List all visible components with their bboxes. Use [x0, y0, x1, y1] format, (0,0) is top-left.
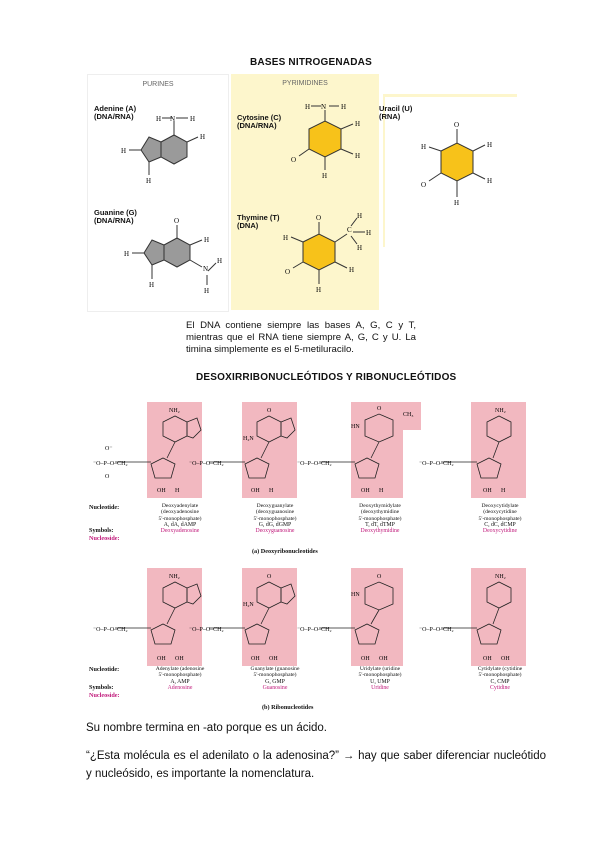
svg-text:⁻O–P–O–CH₂: ⁻O–P–O–CH₂	[189, 461, 224, 467]
svg-text:H: H	[379, 488, 384, 494]
ribo-structures	[85, 568, 545, 668]
svg-text:⁻O–P–O–CH₂: ⁻O–P–O–CH₂	[297, 627, 332, 633]
svg-text:H: H	[204, 287, 210, 295]
svg-text:OH: OH	[379, 656, 388, 662]
svg-text:H: H	[454, 199, 460, 207]
svg-text:OH: OH	[361, 656, 370, 662]
footer-line-1: Su nombre termina en -ato porque es un ácido.	[86, 722, 328, 734]
deoxy-nucleoside-1: Deoxyadenosine	[160, 528, 200, 535]
deoxy-nucleoside-row-label: Nucleoside:	[89, 535, 120, 542]
uracil-label: Uracil (U) (RNA)	[379, 104, 413, 122]
uracil-structure	[395, 119, 510, 229]
deoxy-nucleotide-row-label: Nucleotide:	[89, 504, 120, 511]
guanine-structure	[112, 215, 228, 305]
svg-text:NH₂: NH₂	[495, 408, 506, 414]
section-title-bases: BASES NITROGENADAS	[250, 57, 372, 68]
ribo-nucleoside-3: Uridine	[371, 684, 389, 691]
ribo-col-4	[460, 666, 540, 691]
svg-text:H₂N: H₂N	[243, 602, 254, 608]
svg-text:⁻O–P–O–CH₂: ⁻O–P–O–CH₂	[419, 461, 454, 467]
svg-text:O: O	[377, 406, 382, 412]
svg-text:H: H	[124, 250, 130, 258]
svg-text:H: H	[146, 177, 152, 185]
ribo-col-2	[235, 666, 315, 691]
svg-text:H: H	[341, 104, 347, 111]
bases-paragraph: El DNA contiene siempre las bases A, G, C y T, mientras que el RNA tiene siempre A, G, C y U. La timina simplemente es el 5-metiluracilo.	[186, 320, 416, 355]
adenine-label: Adenine (A) (DNA/RNA)	[94, 104, 137, 122]
svg-text:O: O	[105, 474, 110, 480]
svg-text:H: H	[357, 212, 363, 220]
svg-text:O: O	[421, 181, 427, 189]
ribo-symbols-1: A, AMP	[170, 678, 190, 685]
svg-text:H: H	[355, 152, 361, 160]
svg-text:H: H	[316, 286, 322, 294]
purines-panel	[87, 74, 229, 312]
svg-text:NH₂: NH₂	[169, 408, 180, 414]
svg-text:NH₂: NH₂	[169, 574, 180, 580]
thymine-label: Thymine (T) (DNA)	[237, 213, 280, 231]
svg-text:H: H	[501, 488, 506, 494]
ribo-row	[85, 568, 545, 668]
svg-text:H: H	[322, 172, 328, 180]
ribo-nucleoside-row-label: Nucleoside:	[89, 692, 120, 699]
adenine-structure	[116, 115, 226, 195]
svg-text:O: O	[377, 574, 382, 580]
deoxy-caption: (a) Deoxyribonucleotides	[252, 548, 318, 555]
svg-text:H: H	[175, 488, 180, 494]
svg-text:O: O	[291, 156, 297, 164]
svg-text:H: H	[200, 133, 206, 141]
svg-text:H: H	[349, 266, 355, 274]
svg-text:N: N	[321, 104, 327, 111]
svg-text:H: H	[366, 229, 372, 237]
ribo-nucleoside-1: Adenosine	[167, 684, 193, 691]
svg-text:OH: OH	[251, 488, 260, 494]
deoxy-symbols-3: T, dT, dTMP	[365, 522, 395, 529]
svg-text:O: O	[267, 574, 272, 580]
svg-text:H: H	[269, 488, 274, 494]
svg-text:H: H	[204, 236, 210, 244]
svg-text:OH: OH	[175, 656, 184, 662]
ribo-col-1	[140, 666, 220, 691]
svg-text:H: H	[487, 177, 493, 185]
deoxy-name-1: Deoxyadenylate (deoxyadenosine 5'-monophosphate)	[158, 503, 202, 522]
pyrimidines-header: PYRIMIDINES	[282, 80, 328, 87]
deoxy-col-3	[340, 503, 420, 534]
svg-text:OH: OH	[157, 656, 166, 662]
svg-text:CH₃: CH₃	[403, 412, 414, 418]
deoxy-nucleoside-2: Deoxyguanosine	[255, 528, 295, 535]
svg-text:H₂N: H₂N	[243, 436, 254, 442]
svg-text:⁻O–P–O–CH₂: ⁻O–P–O–CH₂	[93, 627, 128, 633]
svg-text:⁻O–P–O–CH₂: ⁻O–P–O–CH₂	[93, 461, 128, 467]
deoxy-symbols-2: G, dG, dGMP	[258, 522, 292, 529]
svg-text:OH: OH	[483, 656, 492, 662]
deoxy-col-4	[460, 503, 540, 534]
cytosine-structure	[261, 104, 371, 194]
ribo-col-3	[340, 666, 420, 691]
section-title-nucleotides: DESOXIRRIBONUCLEÓTIDOS Y RIBONUCLEÓTIDOS	[196, 372, 457, 383]
svg-text:OH: OH	[483, 488, 492, 494]
svg-text:N: N	[170, 115, 176, 123]
ribo-nucleoside-2: Guanosine	[262, 684, 288, 691]
deoxy-col-2	[235, 503, 315, 534]
svg-text:⁻O–P–O–CH₂: ⁻O–P–O–CH₂	[189, 627, 224, 633]
deoxy-col-1	[140, 503, 220, 534]
svg-text:NH₂: NH₂	[495, 574, 506, 580]
deoxy-name-2: Deoxyguanylate (deoxyguanosine 5'-monophosphate)	[253, 503, 297, 522]
footer-line-2: “¿Esta molécula es el adenilato o la adenosina?” → hay que saber diferenciar nucleótido y nucleósido, es importante la nomenclatura.	[86, 750, 546, 780]
cytosine-label: Cytosine (C) (DNA/RNA)	[237, 113, 282, 131]
svg-text:O: O	[267, 408, 272, 414]
uracil-panel	[379, 94, 517, 247]
svg-text:OH: OH	[157, 488, 166, 494]
svg-text:H: H	[357, 244, 363, 252]
svg-text:OH: OH	[501, 656, 510, 662]
svg-text:O: O	[316, 214, 322, 222]
ribo-name-2: Guanylate (guanosine 5'-monophosphate)	[250, 666, 300, 679]
ribo-symbols-4: C, CMP	[490, 678, 510, 685]
svg-text:⁻O–P–O–CH₂: ⁻O–P–O–CH₂	[297, 461, 332, 467]
ribo-name-1: Adenylate (adenosine 5'-monophosphate)	[155, 666, 205, 679]
svg-text:N: N	[203, 265, 209, 273]
svg-text:H: H	[190, 115, 196, 123]
svg-text:H: H	[305, 104, 311, 111]
svg-text:C: C	[347, 226, 352, 234]
svg-text:H: H	[121, 147, 127, 155]
svg-text:⁻O–P–O–CH₂: ⁻O–P–O–CH₂	[419, 627, 454, 633]
ribo-nucleoside-4: Cytidine	[490, 684, 510, 691]
svg-text:H: H	[149, 281, 155, 289]
deoxy-nucleoside-3: Deoxythymidine	[360, 528, 400, 535]
svg-text:OH: OH	[361, 488, 370, 494]
deoxy-name-3: Deoxythymidylate (deoxythymidine 5'-monophosphate)	[358, 503, 402, 522]
ribo-name-4: Cytidylate (cytidine 5'-monophosphate)	[477, 666, 523, 679]
svg-text:H: H	[156, 115, 162, 123]
ribo-symbols-3: U, UMP	[370, 678, 390, 685]
svg-text:H: H	[283, 234, 289, 242]
svg-text:O: O	[454, 121, 460, 129]
ribo-name-3: Uridylate (uridine 5'-monophosphate)	[358, 666, 402, 679]
deoxy-structures	[85, 400, 545, 500]
svg-text:HN: HN	[351, 592, 360, 598]
svg-text:H: H	[487, 141, 493, 149]
deoxy-symbols-1: A, dA, dAMP	[163, 522, 197, 529]
svg-text:H: H	[217, 257, 223, 265]
deoxy-nucleoside-4: Deoxycytidine	[482, 528, 518, 535]
ribo-caption: (b) Ribonucleotides	[262, 704, 314, 711]
ribo-symbols-2: G, GMP	[265, 678, 285, 685]
ribo-nucleotide-row-label: Nucleotide:	[89, 666, 120, 673]
guanine-label: Guanine (G) (DNA/RNA)	[94, 208, 137, 226]
svg-text:OH: OH	[251, 656, 260, 662]
pyrimidines-panel	[231, 74, 379, 310]
svg-text:O: O	[174, 217, 180, 225]
purines-header: PURINES	[142, 81, 174, 88]
deoxy-symbols-row-label: Symbols:	[89, 527, 114, 534]
svg-text:O: O	[285, 268, 291, 276]
deoxy-symbols-4: C, dC, dCMP	[484, 522, 516, 529]
svg-text:OH: OH	[269, 656, 278, 662]
thymine-structure	[251, 212, 376, 307]
ribo-symbols-row-label: Symbols:	[89, 684, 114, 691]
deoxy-name-4: Deoxycytidylate (deoxycytidine 5'-monophosphate)	[478, 503, 522, 522]
svg-text:O⁻: O⁻	[105, 446, 113, 452]
svg-text:H: H	[421, 143, 427, 151]
svg-text:HN: HN	[351, 424, 360, 430]
svg-text:H: H	[355, 120, 361, 128]
